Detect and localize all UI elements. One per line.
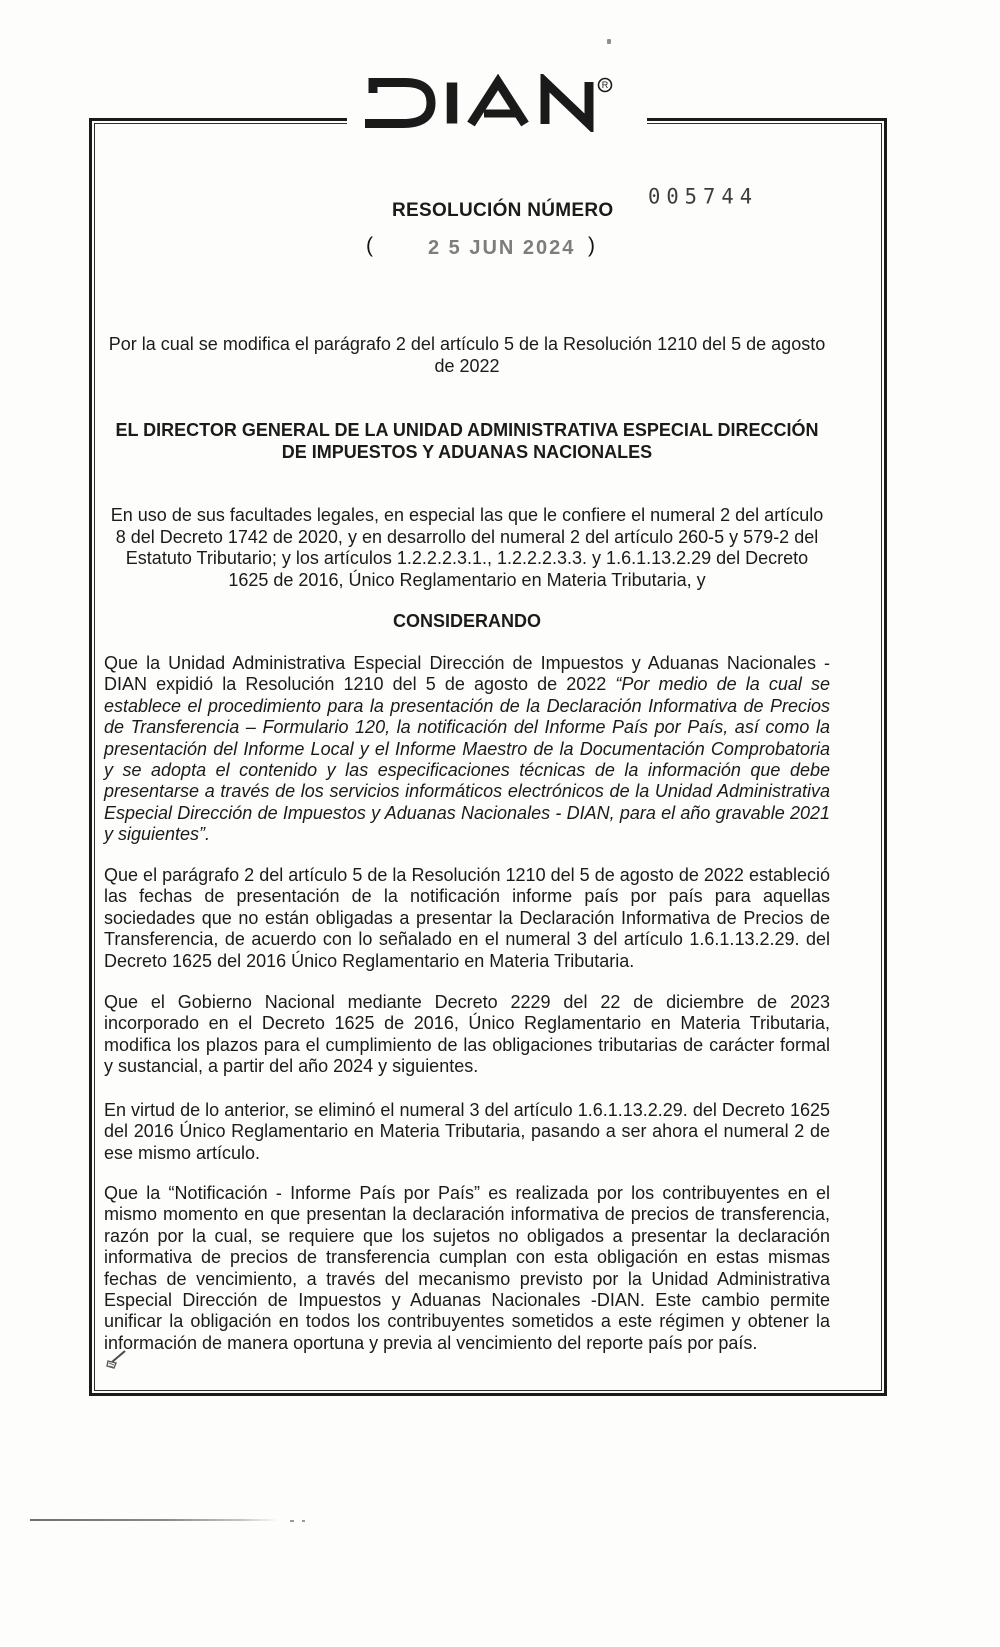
resolution-number-label: RESOLUCIÓN NÚMERO	[392, 200, 614, 221]
registered-trademark-letter: R	[601, 80, 609, 91]
issuing-authority-line2: DE IMPUESTOS Y ADUANAS NACIONALES	[281, 441, 653, 462]
recital-paragraph-2: Que el parágrafo 2 del artículo 5 de la Resolución 1210 del 5 de agosto de 2022 estableció las fechas de presentación de la notificación informe país por país para aquellas sociedades que no están obligadas a presentar la Declaración Informativa de Precios de Transferencia, de acuerdo con lo señalado en el numeral 3 del artículo 1.6.1.13.2.29. del Decreto 1625 del 2016 Único Reglamentario en Materia Tributaria.	[104, 865, 830, 971]
recital-paragraph-3: Que el Gobierno Nacional mediante Decreto 2229 del 22 de diciembre de 2023 incorporado en el Decreto 1625 de 2016, Único Reglamentario en Materia Tributaria, modifica los plazos para el cumplimiento de las obligaciones tributarias de carácter formal y sustancial, a partir del año 2024 y siguientes.	[104, 992, 830, 1077]
resolution-subject-line1: Por la cual se modifica el parágrafo 2 del artículo 5 de la Resolución 1210 del 5 de agosto	[108, 334, 826, 354]
legal-preamble-line3: Estatuto Tributario; y los artículos 1.2.2.2.3.1., 1.2.2.2.3.3. y 1.6.1.13.2.29 del Decreto	[125, 548, 809, 569]
recital-paragraph-1	[104, 653, 830, 846]
scan-noise-speck	[607, 39, 611, 44]
dian-logo-graphic	[357, 74, 637, 132]
recital-paragraph-1-intro: Que la Unidad Administrativa Especial Dirección de Impuestos y Aduanas Nacionales - DIAN expidió la Resolución 1210 del 5 de agosto de 2022	[104, 653, 830, 695]
resolution-number-stamp: 005744	[648, 183, 759, 209]
legal-preamble-line1: En uso de sus facultades legales, en especial las que le confiere el numeral 2 del artículo	[110, 505, 824, 525]
recital-paragraph-5: Que la “Notificación - Informe País por País” es realizada por los contribuyentes en el mismo momento en que presentan la declaración informativa de precios de transferencia, razón por la cual, se requiere que los sujetos no obligados a presentar la declaración informativa de precios de transferencia cumplan con esta obligación en estas mismas fechas de vencimiento, a través del mecanismo previsto por la Unidad Administrativa Especial Dirección de Impuestos y Aduanas Nacionales -DIAN. Este cambio permite unificar la obligación en todos los contribuyentes sometidos a este régimen y obtener la información de manera oportuna y previa al vencimiento del reporte país por país.	[104, 1183, 830, 1353]
scan-artifact-dot	[290, 1520, 294, 1522]
resolution-subject-line2: de 2022	[434, 355, 500, 376]
date-paren-open: (	[366, 234, 373, 257]
recital-paragraph-4: En virtud de lo anterior, se eliminó el numeral 3 del artículo 1.6.1.13.2.29. del Decreto 1625 del 2016 Único Reglamentario en Materia Tributaria, pasando a ser ahora el numeral 2 de ese mismo artículo.	[104, 1100, 830, 1163]
resolution-subject	[104, 334, 830, 377]
issuing-authority-line1: EL DIRECTOR GENERAL DE LA UNIDAD ADMINISTRATIVA ESPECIAL DIRECCIÓN	[115, 420, 819, 440]
logo-letter-a	[471, 82, 525, 124]
date-paren-close: )	[588, 234, 595, 257]
scan-artifact-dot	[302, 1520, 305, 1522]
logo-letter-n	[545, 82, 589, 124]
date-stamp: 2 5 JUN 2024	[428, 237, 576, 259]
legal-preamble-line4: 1625 de 2016, Único Reglamentario en Materia Tributaria, y	[228, 570, 706, 591]
logo-letter-d	[365, 83, 431, 124]
legal-preamble-line2: 8 del Decreto 1742 de 2020, y en desarrollo del numeral 2 del artículo 260-5 y 579-2 del	[115, 526, 819, 547]
dian-logo	[347, 70, 647, 132]
legal-preamble	[104, 505, 830, 592]
scan-artifact-line	[30, 1519, 278, 1521]
issuing-authority-heading	[104, 420, 830, 463]
recital-paragraph-1-quote: “Por medio de la cual se establece el procedimiento para la presentación de la Declaración Informativa de Precios de Transferencia – Formulario 120, la notificación del Informe País por País, así como la presentación del Informe Local y el Informe Maestro de la Documentación Comprobatoria y se adopta el contenido y las especificaciones técnicas de la información que debe presentarse a través de los servicios informáticos electrónicos de la Unidad Administrativa Especial Dirección de Impuestos y Aduanas Nacionales - DIAN, para el año gravable 2021 y siguientes”.	[104, 674, 830, 845]
considerando-heading: CONSIDERANDO	[392, 611, 541, 631]
